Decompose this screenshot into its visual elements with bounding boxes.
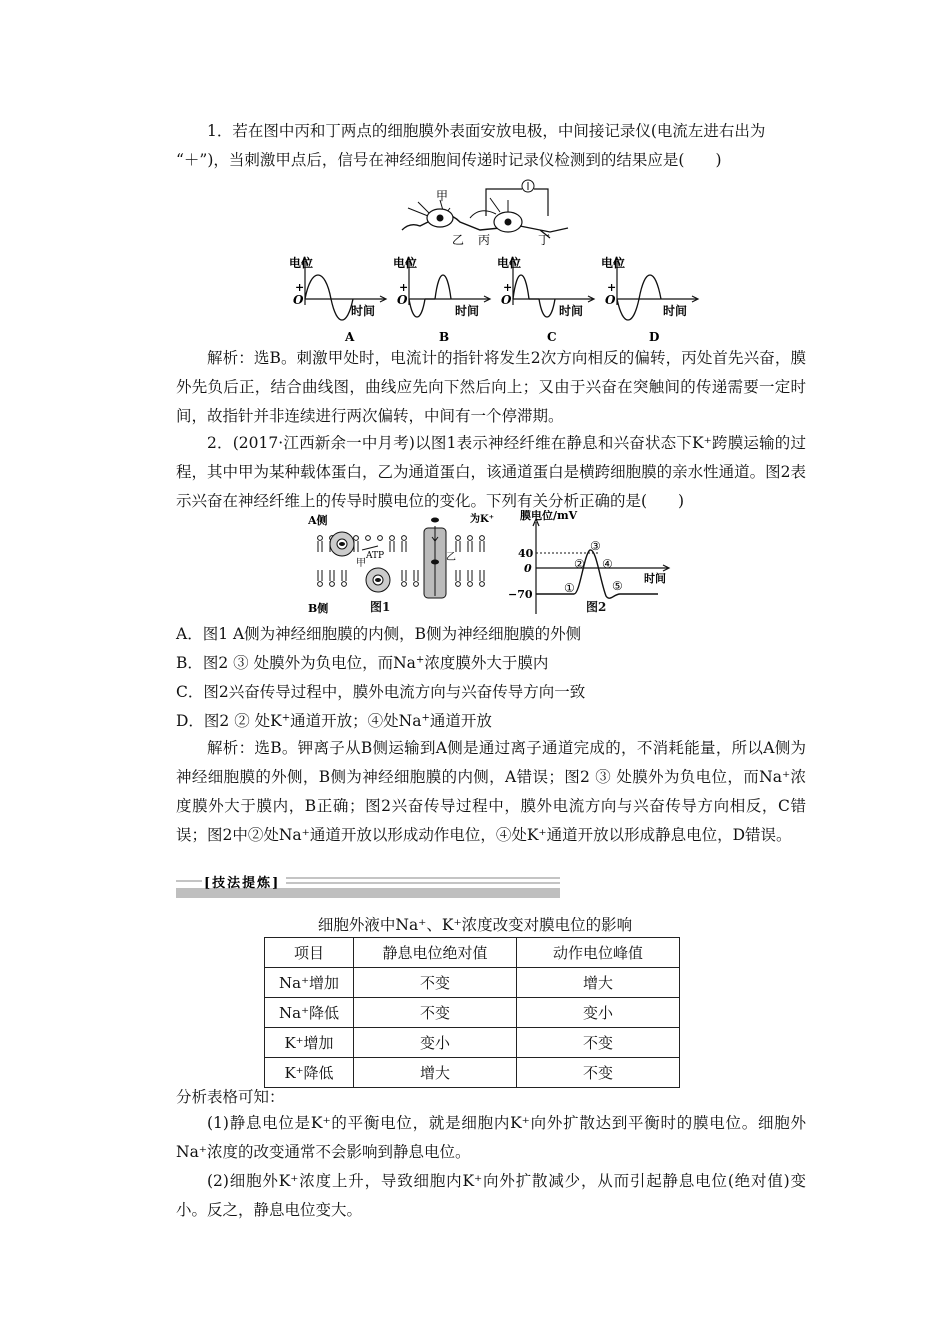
table-cell: 不变	[354, 998, 517, 1028]
fig2-mark-2: ②	[574, 557, 585, 571]
table-cell: 变小	[517, 998, 680, 1028]
header-cell: 动作电位峰值	[517, 938, 680, 968]
conclusion-intro: 分析表格可知：	[176, 1088, 285, 1106]
fig2-caption: 图2	[586, 600, 607, 614]
graph-a	[289, 255, 386, 344]
q1-neuron-figure	[400, 178, 575, 250]
fig2-x-title: 时间	[644, 572, 666, 585]
axis-zero: O	[501, 293, 512, 307]
axis-plus: +	[607, 281, 617, 294]
fig2-mark-1: ①	[564, 581, 575, 595]
q2-option-b: B．图2 ③ 处膜外为负电位，而Na+浓度膜外大于膜内	[176, 654, 549, 672]
table-row	[265, 998, 680, 1028]
q2-option-c: C．图2兴奋传导过程中，膜外电流方向与兴奋传导方向一致	[176, 683, 586, 701]
fig2-mark-5: ⑤	[612, 579, 623, 593]
table-title: 细胞外液中Na⁺、K⁺浓度改变对膜电位的影响	[317, 916, 633, 934]
label-yi: 乙	[452, 233, 465, 247]
option-d-label: D	[649, 330, 660, 344]
fig1-jia: 甲	[356, 558, 366, 569]
table-row	[265, 1058, 680, 1088]
table-cell: K⁺降低	[265, 1058, 354, 1088]
axis-label: 电位	[497, 256, 522, 270]
axis-zero: O	[397, 293, 408, 307]
table-cell: Na⁺降低	[265, 998, 354, 1028]
table-row	[265, 968, 680, 998]
table-cell: 不变	[517, 1058, 680, 1088]
label-bing: 丙	[478, 233, 491, 247]
fig2-y0: 0	[524, 562, 532, 575]
option-c-label: C	[547, 330, 557, 344]
q1-option-graphs	[285, 253, 705, 345]
conclusion-point-1: (1)静息电位是K⁺的平衡电位，就是细胞内K⁺向外扩散达到平衡时的膜电位。细胞外Na⁺浓度的改变通常不会影响到静息电位。	[176, 1114, 806, 1161]
q1-stem-line1: 1．若在图中丙和丁两点的细胞膜外表面安放电极，中间接记录仪(电流左进右出为	[207, 122, 766, 140]
conclusion-point-2: (2)细胞外K⁺浓度上升，导致细胞内K⁺向外扩散减少，从而引起静息电位(绝对值)变小。反之，静息电位变大。	[176, 1172, 806, 1219]
axis-plus: +	[399, 281, 409, 294]
fig1-caption: 图1	[370, 600, 391, 614]
axis-label: 电位	[393, 256, 418, 270]
option-b-label: B	[439, 330, 450, 344]
option-a-label: A	[345, 330, 355, 344]
q2-stem: 2．(2017·江西新余一中月考)以图1表示神经纤维在静息和兴奋状态下K⁺跨膜运输的过程，其中甲为某种载体蛋白，乙为通道蛋白，该通道蛋白是横跨细胞膜的亲水性通道。图2表示兴奋在神经纤维上的传导时膜电位的变化。下列有关分析正确的是( )	[176, 434, 806, 510]
axis-zero: O	[605, 293, 616, 307]
axis-zero: O	[293, 293, 304, 307]
fig1-atp: ATP	[366, 551, 385, 561]
fig1-k-label: 为K⁺	[470, 514, 494, 525]
header-cell: 项目	[265, 938, 354, 968]
graph-b	[393, 255, 490, 344]
axis-time: 时间	[455, 304, 480, 318]
q2-option-d: D．图2 ② 处K+通道开放；④处Na+通道开放	[176, 712, 492, 730]
graph-c	[497, 255, 594, 344]
axis-label: 电位	[601, 256, 626, 270]
table-cell: 变小	[354, 1028, 517, 1058]
technique-banner	[176, 872, 560, 900]
header-cell: 静息电位绝对值	[354, 938, 517, 968]
fig1-yi: 乙	[446, 552, 456, 563]
table-cell: 不变	[517, 1028, 680, 1058]
graph-d	[601, 255, 698, 344]
q1-stem-line2: “＋”)，当刺激甲点后，信号在神经细胞间传递时记录仪检测到的结果应是( )	[176, 151, 722, 169]
fig1-a-side: A侧	[308, 514, 328, 527]
table-cell: 不变	[354, 968, 517, 998]
ion-effect-table	[264, 937, 680, 1088]
q2-analysis: 解析：选B。钾离子从B侧运输到A侧是通过离子通道完成的，不消耗能量，所以A侧为神经细胞膜的外侧，B侧为神经细胞膜的内侧，A错误；图2 ③ 处膜外为负电位，而Na⁺浓度膜外大于膜内，B正确；图2兴奋传导过程中，膜外电流方向与兴奋传导方向相反，C错误；图2中②处Na⁺通道开放以形成动作电位，④处K⁺通道开放以形成静息电位，D错误。	[176, 739, 806, 844]
axis-plus: +	[295, 281, 305, 294]
table-header-row	[265, 938, 680, 968]
q2-figure-1	[308, 510, 508, 618]
axis-label: 电位	[289, 256, 314, 270]
banner-label: [技法提炼]	[204, 876, 281, 891]
fig2-y40: 40	[518, 547, 534, 560]
fig2-y70: −70	[508, 588, 533, 601]
label-ding: 丁	[538, 233, 551, 247]
axis-plus: +	[503, 281, 513, 294]
fig1-b-side: B侧	[308, 602, 329, 615]
table-cell: 增大	[354, 1058, 517, 1088]
q2-option-a: A．图1 A侧为神经细胞膜的内侧，B侧为神经细胞膜的外侧	[176, 625, 582, 643]
fig2-y-title: 膜电位/mV	[520, 510, 578, 522]
q1-analysis: 解析：选B。刺激甲处时，电流计的指针将发生2次方向相反的偏转，丙处首先兴奋，膜外先负后正，结合曲线图，曲线应先向下然后向上；又由于兴奋在突触间的传递需要一定时间，故指针并非连续进行两次偏转，中间有一个停滞期。	[176, 349, 806, 425]
axis-time: 时间	[663, 304, 688, 318]
table-cell: K⁺增加	[265, 1028, 354, 1058]
fig2-mark-3: ③	[590, 539, 601, 553]
table-cell: 增大	[517, 968, 680, 998]
fig2-mark-4: ④	[602, 557, 613, 571]
label-jia: 甲	[436, 189, 449, 203]
axis-time: 时间	[559, 304, 584, 318]
axis-time: 时间	[351, 304, 376, 318]
table-cell: Na⁺增加	[265, 968, 354, 998]
table-row	[265, 1028, 680, 1058]
